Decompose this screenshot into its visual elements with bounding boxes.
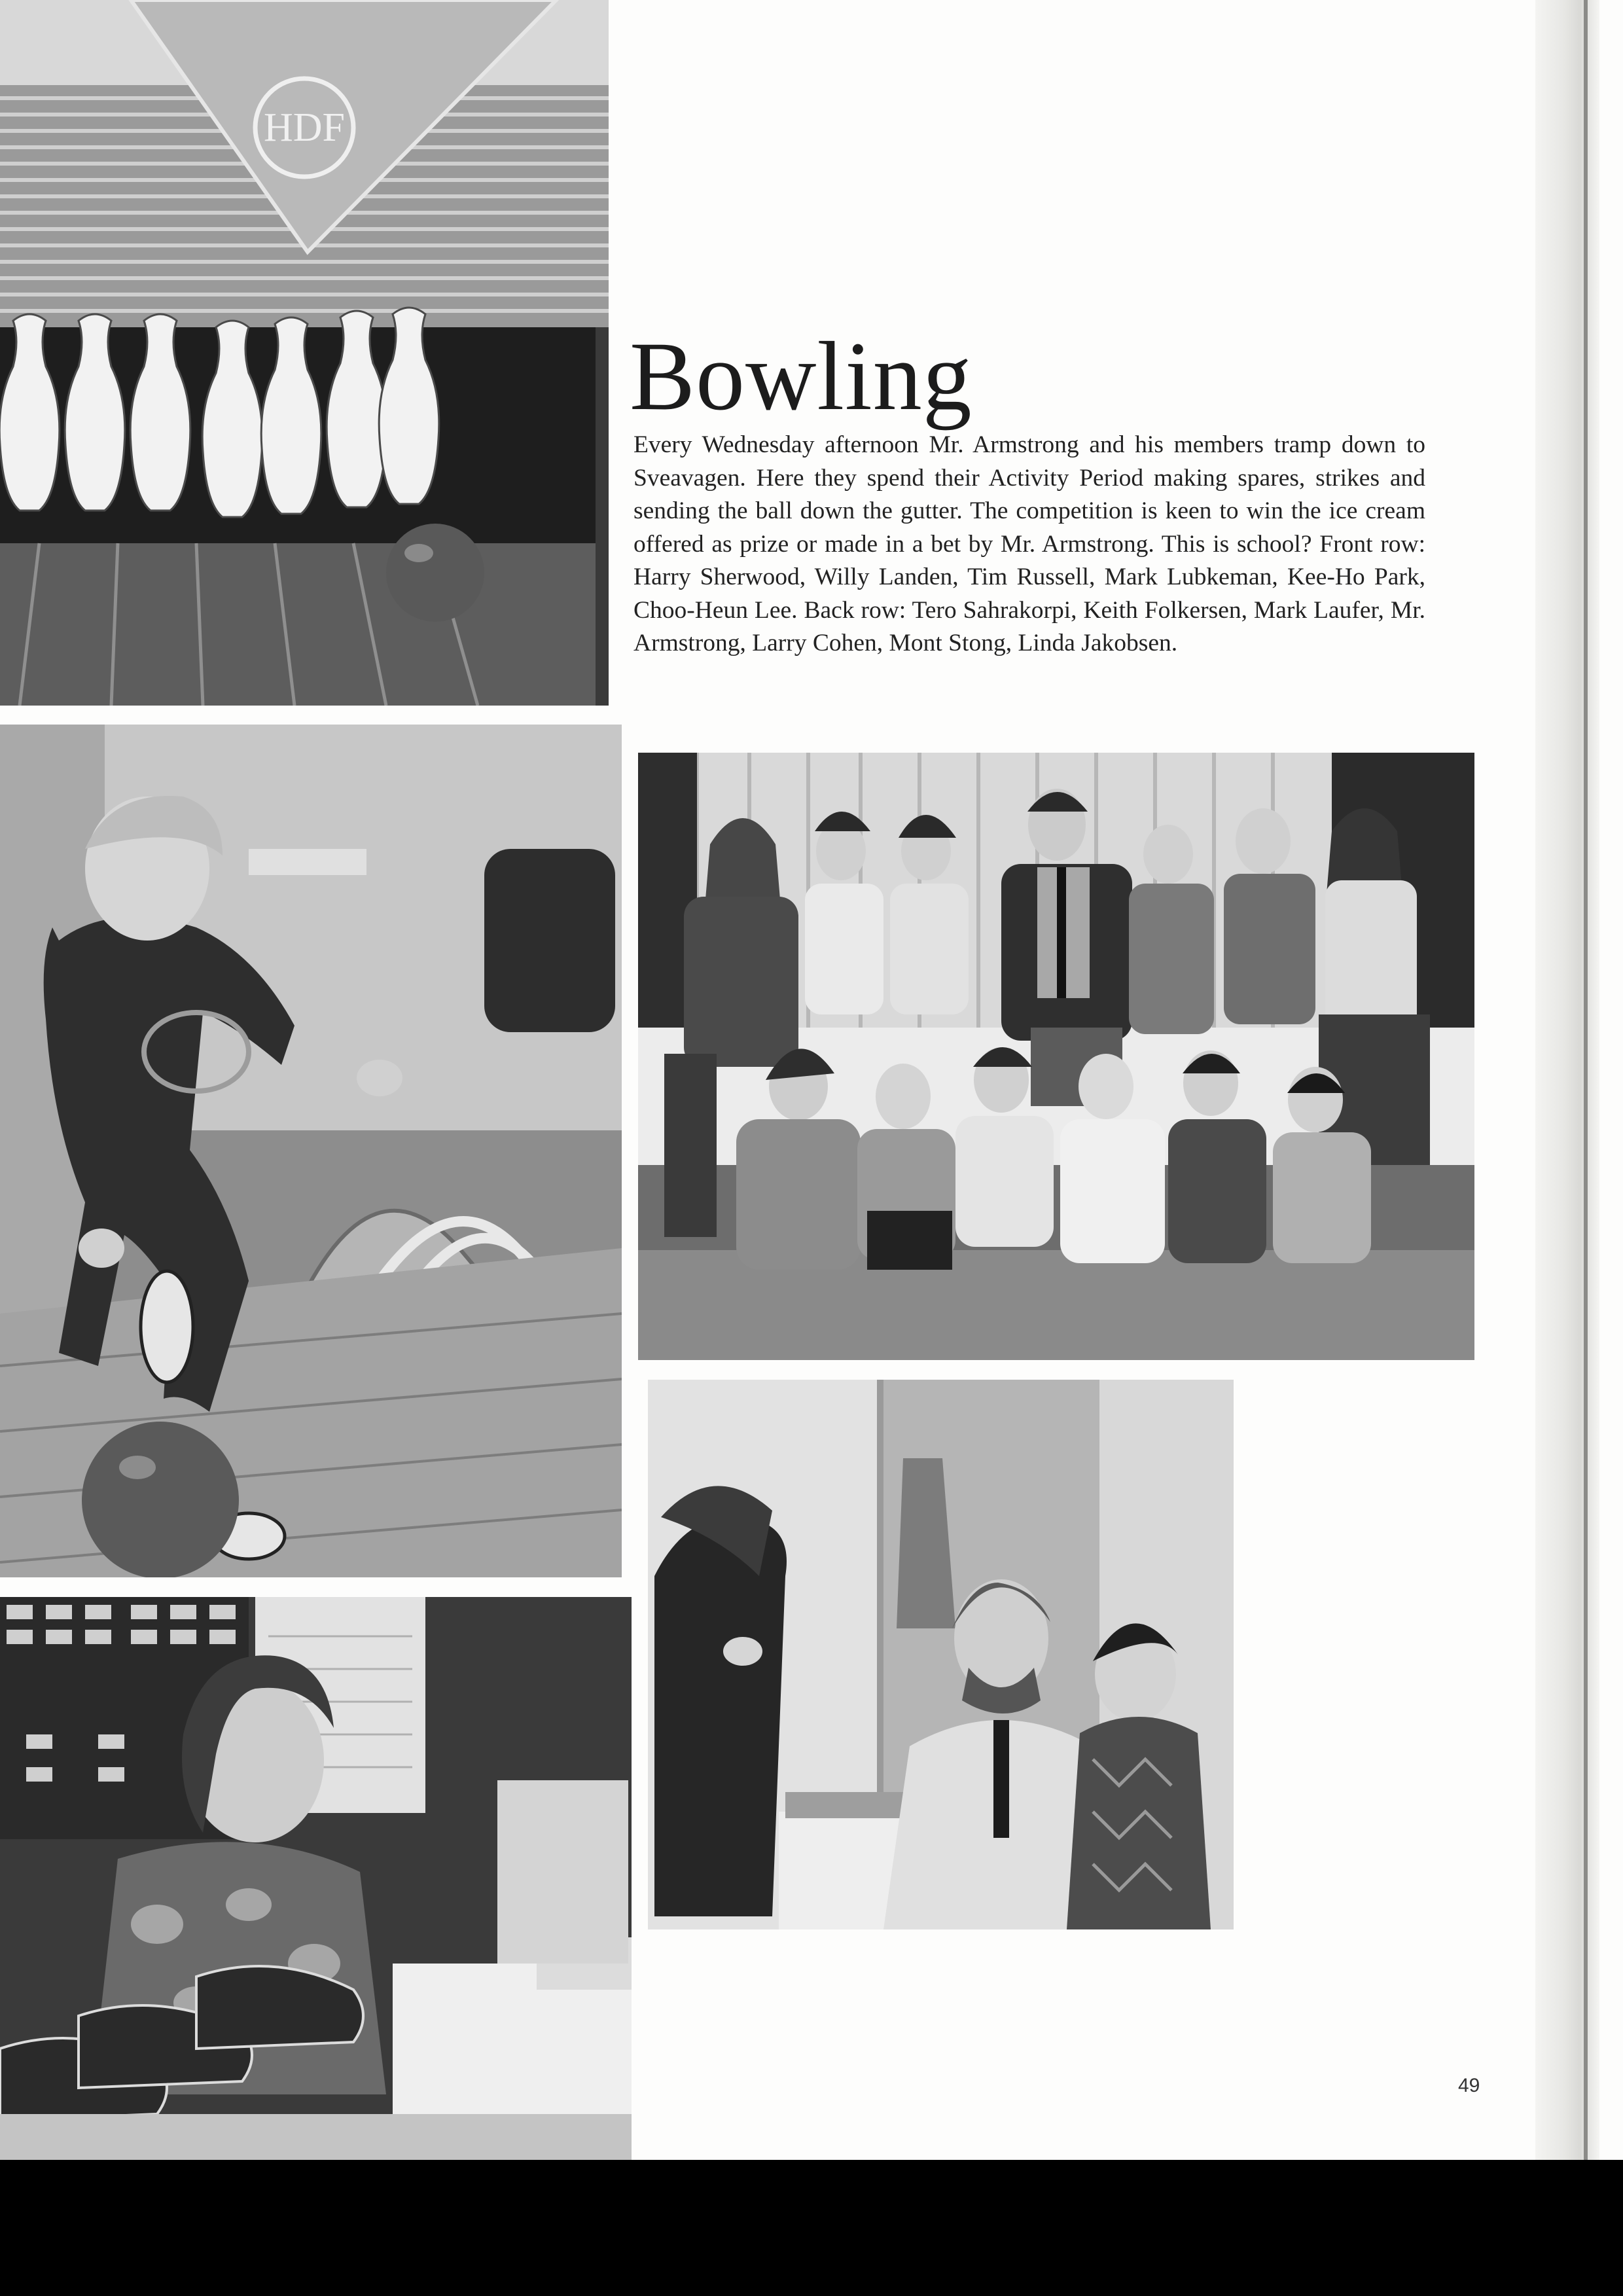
svg-text:HDF: HDF (263, 105, 346, 150)
page-edge-line (1584, 0, 1588, 2160)
photo-caption: Every Wednesday afternoon Mr. Armstrong and his members tramp down to Sveavagen. Here they spend their Activity Period making spares, strikes and sending the ball down the gutter. The competition is keen to win the ice cream offered as prize or made in a bet by Mr. Armstrong. This is school? Front row: Harry Sherwood, Willy Landen, Tim Russell, Mark Lubkeman, Kee-Ho Park, Choo-Heun Lee. Back row: Tero Sahrakorpi, Keith Folkersen, Mark Laufer, Mr. Armstrong, Larry Cohen, Mont Stong, Linda Jakobsen. (633, 431, 1425, 656)
boy-bowling-photo (0, 725, 622, 1577)
page-binding-edge (1535, 0, 1599, 2160)
shoe-counter-photo (0, 1597, 632, 2160)
scan-bottom-band (0, 2160, 1623, 2296)
page-number: 49 (1458, 2075, 1480, 2096)
bowling-pins-photo (0, 0, 609, 706)
score-table-photo (648, 1380, 1234, 1929)
group-photo (638, 753, 1474, 1360)
page-title: Bowling (630, 322, 972, 431)
